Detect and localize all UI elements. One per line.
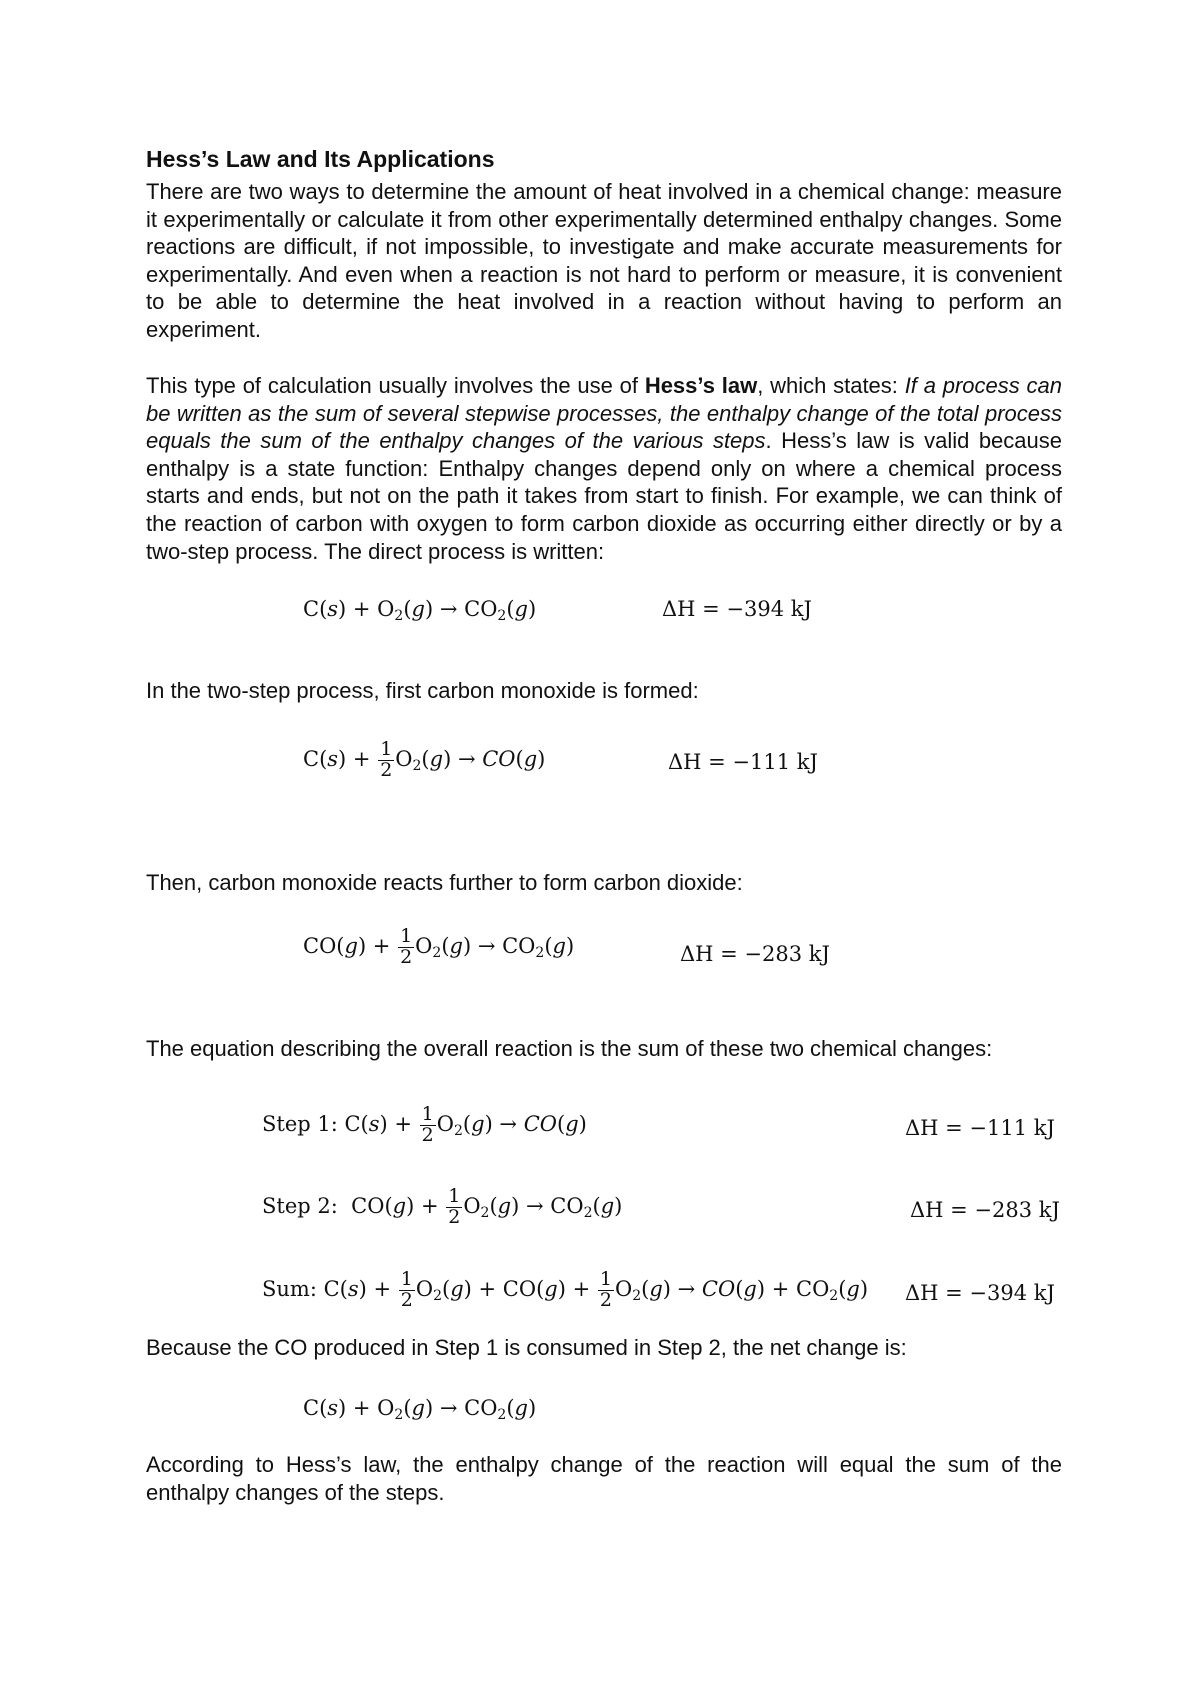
- paragraph-overall: The equation describing the overall reaction is the sum of these two chemical changes:: [146, 1036, 993, 1061]
- fraction-half: $\frac{1}{2}$: [400, 925, 413, 968]
- fraction-half: $\frac{1}{2}$: [400, 1268, 413, 1311]
- paragraph-intro: There are two ways to determine the amount of heat involved in a chemical change: measure it experimentally or calculate it from other experimentally determined enthalpy changes. Some reactions are difficult, if not impossible, to investigate and make accurate measurements for experimentally. And even when a reaction is not hard to perform or measure, it is convenient to be able to determine the heat involved in a reaction without having to perform an experiment.: [146, 179, 1062, 342]
- equation-co-formed: C(s) + $\frac{1}{2}$ $O_2(g) \to CO(g)$: [303, 738, 546, 781]
- equation-step-2: Step 2: CO(g) + $\frac{1}{2}$ $O_2(g) \to CO_2(g)$: [262, 1185, 623, 1228]
- paragraph-conclusion: According to Hess’s law, the enthalpy change of the reaction will equal the sum of the enthalpy changes of the steps.: [146, 1452, 1062, 1505]
- hess-law-term: Hess’s law: [644, 373, 758, 398]
- paragraph-co-reacts: Then, carbon monoxide reacts further to form carbon dioxide:: [146, 870, 743, 895]
- fraction-half: $\frac{1}{2}$: [380, 738, 393, 781]
- fraction-half: $\frac{1}{2}$: [421, 1103, 434, 1146]
- equation-net: $C(s) + O_2(g) \to CO_2(g)$: [303, 1396, 537, 1423]
- equation-sum: Sum: C(s) + $\frac{1}{2}$ $O_2(g) + CO(g)$ + $\frac{1}{2}$ $O_2(g) \to CO(g) + CO_2(g)$: [262, 1268, 869, 1311]
- p2-text-c: . Hess’s law is valid because enthalpy is a state function: Enthalpy changes depend only on where a chemical process starts and ends, but not on the path it takes from start to finish. For example, we can think of the reaction of carbon with oxygen to form carbon dioxide as occurring either directly or by a two-step process. The direct process is written:: [146, 428, 1062, 564]
- hess-law-statement: If a process can be written as the sum of several stepwise processes, the enthalpy change of the total process equals the sum of the enthalpy changes of the various steps: [146, 373, 1062, 454]
- equation-co-reacts-enthalpy: ΔH = −283 kJ: [680, 942, 830, 966]
- equation-direct-enthalpy: ΔH = −394 kJ: [662, 597, 812, 621]
- fraction-half: $\frac{1}{2}$: [599, 1268, 612, 1311]
- step-1-enthalpy: ΔH = −111 kJ: [905, 1116, 1055, 1140]
- page-title: Hess’s Law and Its Applications: [146, 146, 495, 172]
- sum-label: Sum:: [262, 1276, 317, 1301]
- equation-co-reacts: CO(g) + $\frac{1}{2}$ $O_2(g) \to CO_2(g)$: [303, 925, 575, 968]
- paragraph-hess-law: [146, 372, 1062, 565]
- paragraph-two-step: In the two-step process, first carbon monoxide is formed:: [146, 678, 699, 703]
- equation-co-formed-enthalpy: ΔH = −111 kJ: [668, 750, 818, 774]
- sum-enthalpy: ΔH = −394 kJ: [905, 1281, 1055, 1305]
- p2-text-b: , which states:: [757, 373, 905, 398]
- equation-direct: $C(s) + O_2(g) \to CO_2(g)$: [303, 597, 537, 624]
- paragraph-net-change: Because the CO produced in Step 1 is consumed in Step 2, the net change is:: [146, 1335, 907, 1360]
- step-2-label: Step 2:: [262, 1193, 338, 1218]
- fraction-half: $\frac{1}{2}$: [448, 1185, 461, 1228]
- step-1-label: Step 1:: [262, 1111, 338, 1136]
- equation-step-1: Step 1: C(s) + $\frac{1}{2}$ $O_2(g) \to CO(g)$: [262, 1103, 587, 1146]
- p2-text-a: This type of calculation usually involves the use of: [146, 373, 645, 398]
- step-2-enthalpy: ΔH = −283 kJ: [910, 1198, 1060, 1222]
